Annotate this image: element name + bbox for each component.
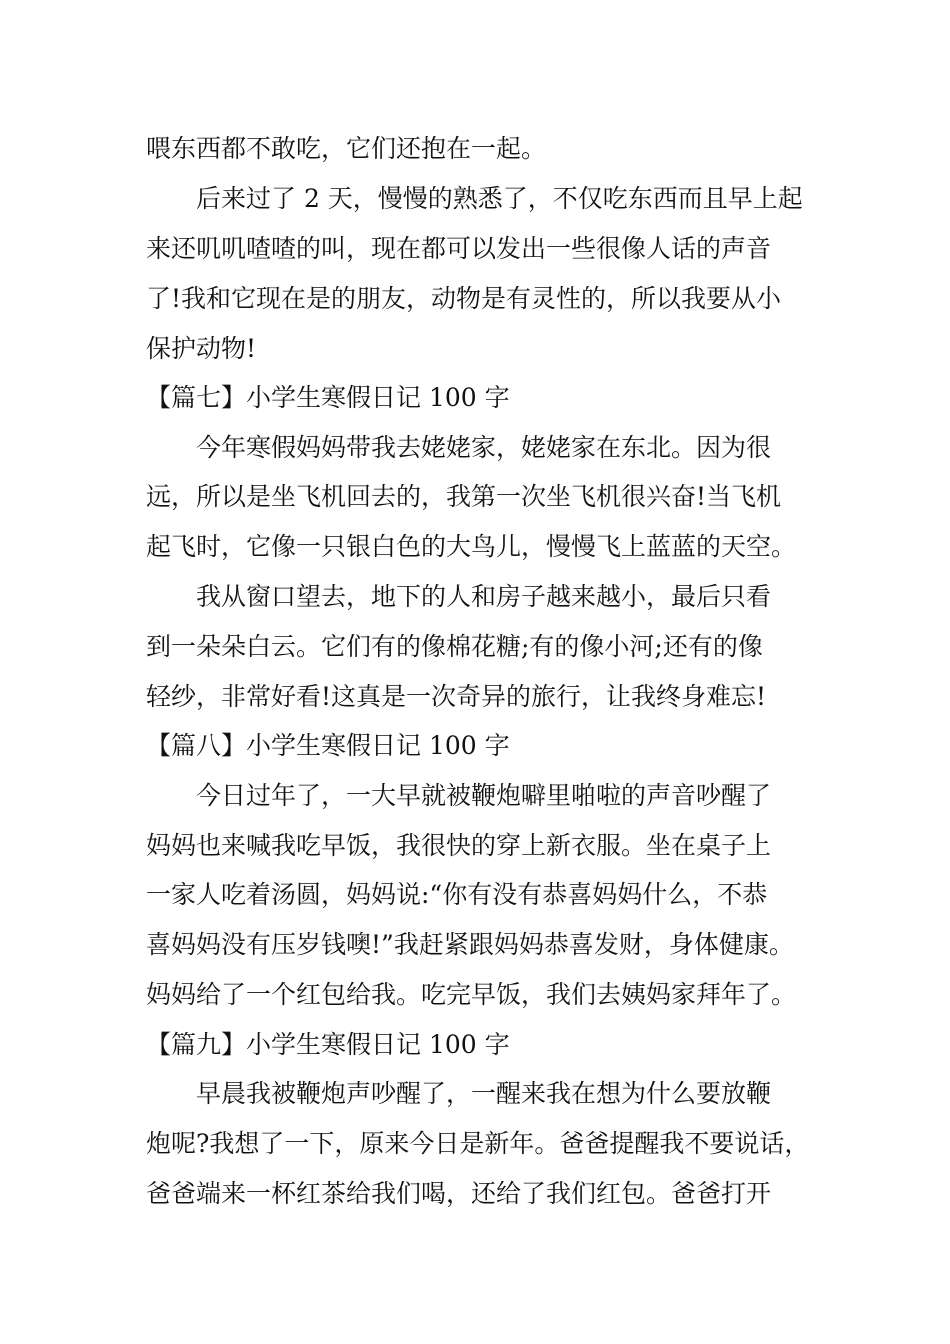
paragraph-line: 了!我和它现在是的朋友，动物是有灵性的，所以我要从小 [146, 284, 782, 313]
paragraph-line: 早晨我被鞭炮声吵醒了，一醒来我在想为什么要放鞭 [196, 1079, 772, 1108]
paragraph-line: 喜妈妈没有压岁钱噢!”我赶紧跟妈妈恭喜发财，身体健康。 [146, 930, 794, 959]
paragraph-line: 今年寒假妈妈带我去姥姥家，姥姥家在东北。因为很 [196, 433, 772, 462]
section-heading: 【篇七】小学生寒假日记 100 字 [146, 383, 510, 412]
paragraph-line: 远，所以是坐飞机回去的，我第一次坐飞机很兴奋!当飞机 [146, 482, 782, 511]
paragraph-line: 我从窗口望去，地下的人和房子越来越小，最后只看 [196, 582, 772, 611]
paragraph-line: 起飞时，它像一只银白色的大鸟儿，慢慢飞上蓝蓝的天空。 [146, 532, 797, 561]
paragraph-line: 来还叽叽喳喳的叫，现在都可以发出一些很像人话的声音 [146, 234, 772, 263]
paragraph-line: 今日过年了，一大早就被鞭炮噼里啪啦的声音吵醒了 [196, 781, 772, 810]
paragraph-line: 喂东西都不敢吃，它们还抱在一起。 [146, 134, 547, 163]
paragraph-line: 轻纱，非常好看!这真是一次奇异的旅行，让我终身难忘! [146, 682, 767, 711]
paragraph-line: 爸爸端来一杯红茶给我们喝，还给了我们红包。爸爸打开 [146, 1179, 772, 1208]
paragraph-line: 妈妈也来喊我吃早饭，我很快的穿上新衣服。坐在桌子上 [146, 831, 772, 860]
paragraph-line: 妈妈给了一个红包给我。吃完早饭，我们去姨妈家拜年了。 [146, 980, 797, 1009]
paragraph-line: 到一朵朵白云。它们有的像棉花糖;有的像小河;还有的像 [146, 632, 763, 661]
paragraph-line: 后来过了 2 天，慢慢的熟悉了，不仅吃东西而且早上起 [196, 184, 803, 213]
section-heading: 【篇八】小学生寒假日记 100 字 [146, 731, 510, 760]
paragraph-line: 炮呢?我想了一下，原来今日是新年。爸爸提醒我不要说话， [146, 1129, 810, 1158]
section-heading: 【篇九】小学生寒假日记 100 字 [146, 1030, 510, 1059]
paragraph-line: 一家人吃着汤圆，妈妈说:“你有没有恭喜妈妈什么，不恭 [146, 880, 768, 909]
paragraph-line: 保护动物! [146, 334, 257, 363]
